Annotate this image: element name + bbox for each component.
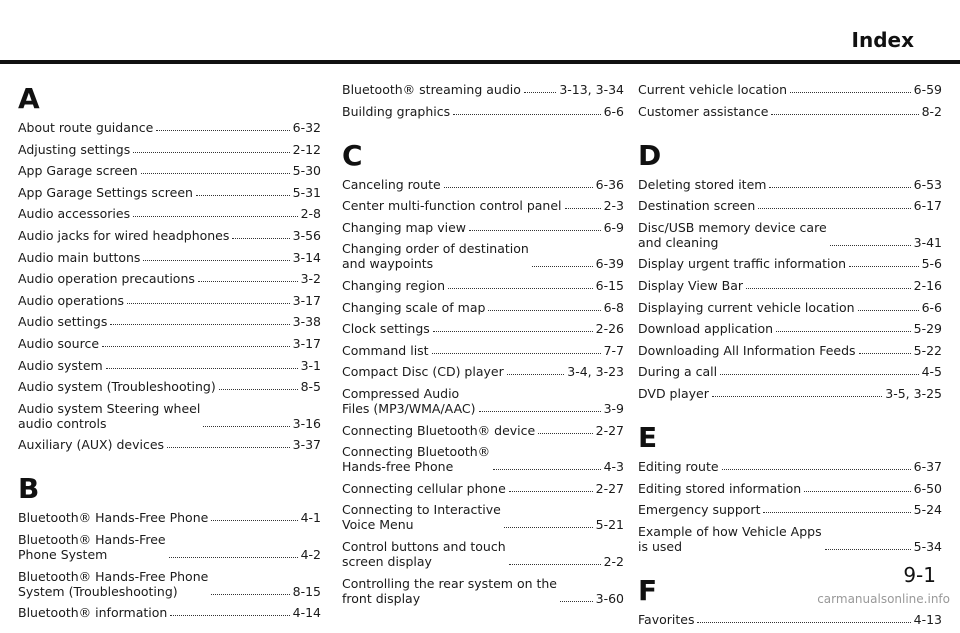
entry-label: Favorites bbox=[638, 611, 695, 627]
dot-leader bbox=[493, 469, 600, 470]
entry-page: 4-1 bbox=[300, 510, 321, 526]
entry-label: Audio system (Troubleshooting) bbox=[18, 379, 216, 395]
index-entry bbox=[18, 293, 321, 308]
entry-label: Audio system Steering wheel audio controls bbox=[18, 400, 201, 431]
entry-page: 5-34 bbox=[913, 538, 942, 554]
dot-leader bbox=[746, 288, 911, 289]
index-entry bbox=[18, 336, 321, 351]
index-column-1 bbox=[18, 82, 321, 627]
entry-page: 3-56 bbox=[292, 227, 321, 243]
entry-label: Changing region bbox=[342, 277, 446, 293]
dot-leader bbox=[198, 281, 298, 282]
entry-label: Bluetooth® streaming audio bbox=[342, 82, 521, 97]
entry-label: Audio operation precautions bbox=[18, 271, 195, 287]
index-entry bbox=[342, 177, 624, 192]
entry-page: 2-12 bbox=[292, 141, 321, 157]
index-entry bbox=[342, 300, 624, 315]
dot-leader bbox=[169, 557, 298, 558]
index-entry bbox=[18, 437, 321, 452]
index-section bbox=[18, 472, 321, 620]
entry-page: 3-16 bbox=[292, 415, 321, 431]
index-entry bbox=[638, 459, 942, 474]
dot-leader bbox=[776, 331, 911, 332]
dot-leader bbox=[565, 208, 601, 209]
entry-label: Building graphics bbox=[342, 103, 451, 119]
dot-leader bbox=[804, 491, 910, 492]
entry-label: Disc/USB memory device care and cleaning bbox=[638, 219, 827, 250]
index-entry bbox=[18, 605, 321, 620]
entry-label: Audio jacks for wired headphones bbox=[18, 227, 230, 243]
index-entry bbox=[638, 220, 942, 250]
dot-leader bbox=[110, 324, 289, 325]
dot-leader bbox=[790, 92, 911, 93]
dot-leader bbox=[433, 331, 593, 332]
entry-label: Bluetooth® Hands-Free Phone System bbox=[18, 531, 166, 562]
index-entry bbox=[342, 481, 624, 496]
entry-label: DVD player bbox=[638, 385, 709, 401]
entry-label: Customer assistance bbox=[638, 103, 769, 119]
index-entry bbox=[638, 104, 942, 119]
dot-leader bbox=[560, 601, 593, 602]
entry-label: App Garage Settings screen bbox=[18, 184, 193, 200]
index-entry bbox=[342, 321, 624, 336]
index-entry bbox=[638, 524, 942, 554]
dot-leader bbox=[769, 187, 910, 188]
entry-label: Adjusting settings bbox=[18, 141, 131, 157]
entry-page: 5-21 bbox=[595, 517, 624, 533]
entry-page: 7-7 bbox=[603, 342, 624, 358]
index-entry bbox=[18, 379, 321, 394]
index-entry bbox=[18, 120, 321, 135]
entry-page: 5-29 bbox=[913, 321, 942, 337]
index-entry bbox=[638, 82, 942, 97]
entry-page: 4-14 bbox=[292, 605, 321, 621]
entry-page: 3-60 bbox=[595, 590, 624, 606]
entry-label: Audio system bbox=[18, 357, 103, 373]
entry-label: Clock settings bbox=[342, 321, 430, 337]
entry-page: 4-3 bbox=[603, 459, 624, 475]
entry-page: 6-37 bbox=[913, 458, 942, 474]
dot-leader bbox=[448, 288, 593, 289]
entry-label: Displaying current vehicle location bbox=[638, 299, 855, 315]
dot-leader bbox=[758, 208, 910, 209]
index-entry bbox=[18, 569, 321, 599]
dot-leader bbox=[697, 622, 910, 623]
index-entry bbox=[342, 82, 624, 97]
entry-page: 6-59 bbox=[913, 82, 942, 97]
entry-label: Changing map view bbox=[342, 219, 466, 235]
entry-label: Canceling route bbox=[342, 176, 441, 192]
dot-leader bbox=[722, 469, 911, 470]
entry-page: 5-24 bbox=[913, 502, 942, 518]
entry-page: 2-27 bbox=[595, 422, 624, 438]
index-entry bbox=[638, 198, 942, 213]
dot-leader bbox=[211, 520, 297, 521]
entry-label: During a call bbox=[638, 364, 718, 380]
entry-page: 6-39 bbox=[595, 256, 624, 272]
section-letter: C bbox=[342, 138, 363, 172]
index-entry-list bbox=[638, 177, 942, 401]
entry-label: Bluetooth® Hands-Free Phone System (Troubleshooting) bbox=[18, 568, 209, 599]
dot-leader bbox=[133, 216, 297, 217]
entry-page: 3-1 bbox=[300, 357, 321, 373]
dot-leader bbox=[432, 353, 601, 354]
entry-label: Audio source bbox=[18, 335, 100, 351]
dot-leader bbox=[127, 303, 290, 304]
dot-leader bbox=[720, 374, 918, 375]
index-entry bbox=[18, 185, 321, 200]
entry-page: 6-6 bbox=[603, 103, 624, 119]
dot-leader bbox=[479, 411, 601, 412]
dot-leader bbox=[453, 114, 600, 115]
entry-page: 2-3 bbox=[603, 198, 624, 214]
dot-leader bbox=[211, 594, 289, 595]
entry-page: 6-6 bbox=[921, 299, 942, 315]
dot-leader bbox=[141, 173, 290, 174]
index-entry bbox=[18, 142, 321, 157]
entry-page: 6-53 bbox=[913, 176, 942, 192]
index-entry bbox=[638, 278, 942, 293]
entry-label: Bluetooth® information bbox=[18, 605, 168, 621]
entry-page: 3-38 bbox=[292, 314, 321, 330]
index-entry bbox=[638, 321, 942, 336]
entry-page: 4-2 bbox=[300, 546, 321, 562]
entry-page: 8-2 bbox=[921, 103, 942, 119]
entry-page: 5-22 bbox=[913, 342, 942, 358]
index-entry-list bbox=[18, 510, 321, 620]
entry-page: 8-5 bbox=[300, 379, 321, 395]
entry-label: Download application bbox=[638, 321, 774, 337]
dot-leader bbox=[858, 310, 919, 311]
dot-leader bbox=[830, 245, 911, 246]
dot-leader bbox=[712, 396, 882, 397]
entry-label: Downloading All Information Feeds bbox=[638, 342, 856, 358]
index-entry-list bbox=[18, 120, 321, 452]
entry-page: 6-8 bbox=[603, 299, 624, 315]
dot-leader bbox=[488, 310, 600, 311]
entry-page: 4-5 bbox=[921, 364, 942, 380]
dot-leader bbox=[106, 368, 298, 369]
index-entry bbox=[342, 278, 624, 293]
index-entry bbox=[638, 343, 942, 358]
entry-page: 3-9 bbox=[603, 400, 624, 416]
entry-label: Audio main buttons bbox=[18, 249, 141, 265]
entry-label: Changing scale of map bbox=[342, 299, 486, 315]
entry-page: 3-13, 3-34 bbox=[559, 82, 624, 97]
index-entry bbox=[342, 423, 624, 438]
dot-leader bbox=[509, 491, 593, 492]
index-entry bbox=[342, 576, 624, 606]
entry-label: Destination screen bbox=[638, 198, 756, 214]
entry-label: Compact Disc (CD) player bbox=[342, 364, 504, 380]
dot-leader bbox=[444, 187, 593, 188]
index-entry bbox=[638, 300, 942, 315]
index-section bbox=[342, 139, 624, 606]
entry-label: Control buttons and touch screen display bbox=[342, 538, 506, 569]
index-entry bbox=[18, 510, 321, 525]
dot-leader bbox=[170, 615, 289, 616]
index-entry bbox=[638, 612, 942, 627]
entry-page: 4-13 bbox=[913, 611, 942, 627]
index-entry bbox=[18, 206, 321, 221]
entry-label: Editing stored information bbox=[638, 480, 802, 496]
index-entry-list bbox=[638, 459, 942, 554]
section-letter: A bbox=[18, 82, 40, 115]
entry-page: 5-30 bbox=[292, 163, 321, 179]
index-entry bbox=[18, 163, 321, 178]
section-letter: D bbox=[638, 138, 662, 172]
index-entry bbox=[342, 502, 624, 532]
index-entry bbox=[18, 250, 321, 265]
entry-page: 2-8 bbox=[300, 206, 321, 222]
dot-leader bbox=[196, 195, 290, 196]
index-section bbox=[638, 139, 942, 401]
dot-leader bbox=[532, 266, 593, 267]
entry-page: 2-26 bbox=[595, 321, 624, 337]
index-entry bbox=[342, 241, 624, 271]
index-entry bbox=[638, 481, 942, 496]
entry-label: Center multi-function control panel bbox=[342, 198, 562, 214]
index-entry bbox=[342, 539, 624, 569]
entry-label: Connecting to Interactive Voice Menu bbox=[342, 502, 501, 533]
entry-label: Audio accessories bbox=[18, 206, 131, 222]
index-column-2 bbox=[342, 82, 624, 612]
entry-page: 6-17 bbox=[913, 198, 942, 214]
dot-leader bbox=[133, 152, 289, 153]
index-entry bbox=[18, 532, 321, 562]
dot-leader bbox=[849, 266, 918, 267]
dot-leader bbox=[504, 527, 593, 528]
index-entry bbox=[18, 228, 321, 243]
dot-leader bbox=[469, 230, 601, 231]
index-entry-list bbox=[638, 82, 942, 119]
entry-label: Bluetooth® Hands-Free Phone bbox=[18, 510, 209, 526]
index-entry bbox=[342, 198, 624, 213]
index-entry bbox=[18, 314, 321, 329]
entry-label: Controlling the rear system on the front display bbox=[342, 575, 557, 606]
index-entry bbox=[638, 502, 942, 517]
dot-leader bbox=[763, 512, 910, 513]
index-entry bbox=[342, 386, 624, 416]
entry-label: Command list bbox=[342, 342, 429, 358]
entry-page: 2-16 bbox=[913, 277, 942, 293]
dot-leader bbox=[232, 238, 289, 239]
index-entry-list bbox=[342, 177, 624, 606]
index-section bbox=[342, 82, 624, 119]
entry-page: 3-14 bbox=[292, 249, 321, 265]
entry-page: 6-15 bbox=[595, 277, 624, 293]
entry-label: Deleting stored item bbox=[638, 176, 767, 192]
index-entry bbox=[342, 444, 624, 474]
entry-label: Current vehicle location bbox=[638, 82, 788, 97]
entry-label: About route guidance bbox=[18, 120, 154, 135]
dot-leader bbox=[825, 549, 911, 550]
index-section bbox=[638, 82, 942, 119]
dot-leader bbox=[859, 353, 911, 354]
entry-label: Compressed Audio Files (MP3/WMA/AAC) bbox=[342, 385, 476, 416]
dot-leader bbox=[156, 130, 289, 131]
entry-page: 6-36 bbox=[595, 176, 624, 192]
entry-page: 3-37 bbox=[292, 437, 321, 453]
entry-page: 5-6 bbox=[921, 256, 942, 272]
dot-leader bbox=[507, 374, 565, 375]
entry-label: Emergency support bbox=[638, 502, 761, 518]
entry-page: 3-41 bbox=[913, 234, 942, 250]
entry-label: Auxiliary (AUX) devices bbox=[18, 437, 165, 453]
entry-label: Changing order of destination and waypoints bbox=[342, 241, 529, 272]
entry-label: Display View Bar bbox=[638, 277, 744, 293]
index-entry bbox=[18, 271, 321, 286]
page-header-title: Index bbox=[851, 28, 914, 52]
index-entry bbox=[342, 220, 624, 235]
entry-label: Example of how Vehicle Apps is used bbox=[638, 523, 822, 554]
entry-label: App Garage screen bbox=[18, 163, 138, 179]
entry-page: 5-31 bbox=[292, 184, 321, 200]
index-entry bbox=[638, 386, 942, 401]
index-entry bbox=[342, 343, 624, 358]
section-letter: B bbox=[18, 472, 40, 506]
index-section bbox=[638, 421, 942, 554]
entry-page: 3-4, 3-23 bbox=[567, 364, 624, 380]
entry-page: 8-15 bbox=[292, 583, 321, 599]
index-entry bbox=[18, 401, 321, 431]
entry-label: Editing route bbox=[638, 458, 719, 474]
entry-page: 6-32 bbox=[292, 120, 321, 135]
dot-leader bbox=[203, 426, 289, 427]
entry-page: 6-50 bbox=[913, 480, 942, 496]
section-letter: F bbox=[638, 573, 658, 607]
index-section bbox=[18, 82, 321, 452]
index-entry bbox=[638, 177, 942, 192]
header-rule bbox=[0, 60, 960, 64]
dot-leader bbox=[771, 114, 918, 115]
index-entry bbox=[342, 364, 624, 379]
dot-leader bbox=[509, 564, 601, 565]
index-entry bbox=[638, 256, 942, 271]
index-entry-list bbox=[342, 82, 624, 119]
page-number: 9-1 bbox=[903, 563, 936, 587]
index-entry bbox=[638, 364, 942, 379]
entry-page: 3-2 bbox=[300, 271, 321, 287]
entry-label: Connecting cellular phone bbox=[342, 480, 506, 496]
index-column-3 bbox=[638, 82, 942, 633]
dot-leader bbox=[219, 389, 298, 390]
dot-leader bbox=[102, 346, 290, 347]
entry-page: 3-17 bbox=[292, 292, 321, 308]
section-letter: E bbox=[638, 420, 658, 454]
dot-leader bbox=[167, 447, 290, 448]
dot-leader bbox=[538, 433, 592, 434]
entry-label: Audio operations bbox=[18, 292, 125, 308]
index-entry bbox=[18, 358, 321, 373]
entry-label: Audio settings bbox=[18, 314, 108, 330]
entry-label: Connecting Bluetooth® device bbox=[342, 422, 536, 438]
entry-page: 2-27 bbox=[595, 480, 624, 496]
index-entry-list bbox=[638, 612, 942, 627]
entry-page: 6-9 bbox=[603, 219, 624, 235]
entry-label: Connecting Bluetooth® Hands-free Phone bbox=[342, 444, 491, 475]
watermark: carmanualsonline.info bbox=[817, 592, 950, 606]
entry-page: 3-17 bbox=[292, 335, 321, 351]
dot-leader bbox=[524, 92, 556, 93]
entry-label: Display urgent traffic information bbox=[638, 256, 847, 272]
entry-page: 3-5, 3-25 bbox=[885, 385, 942, 401]
dot-leader bbox=[143, 260, 289, 261]
index-entry bbox=[342, 104, 624, 119]
entry-page: 2-2 bbox=[603, 553, 624, 569]
